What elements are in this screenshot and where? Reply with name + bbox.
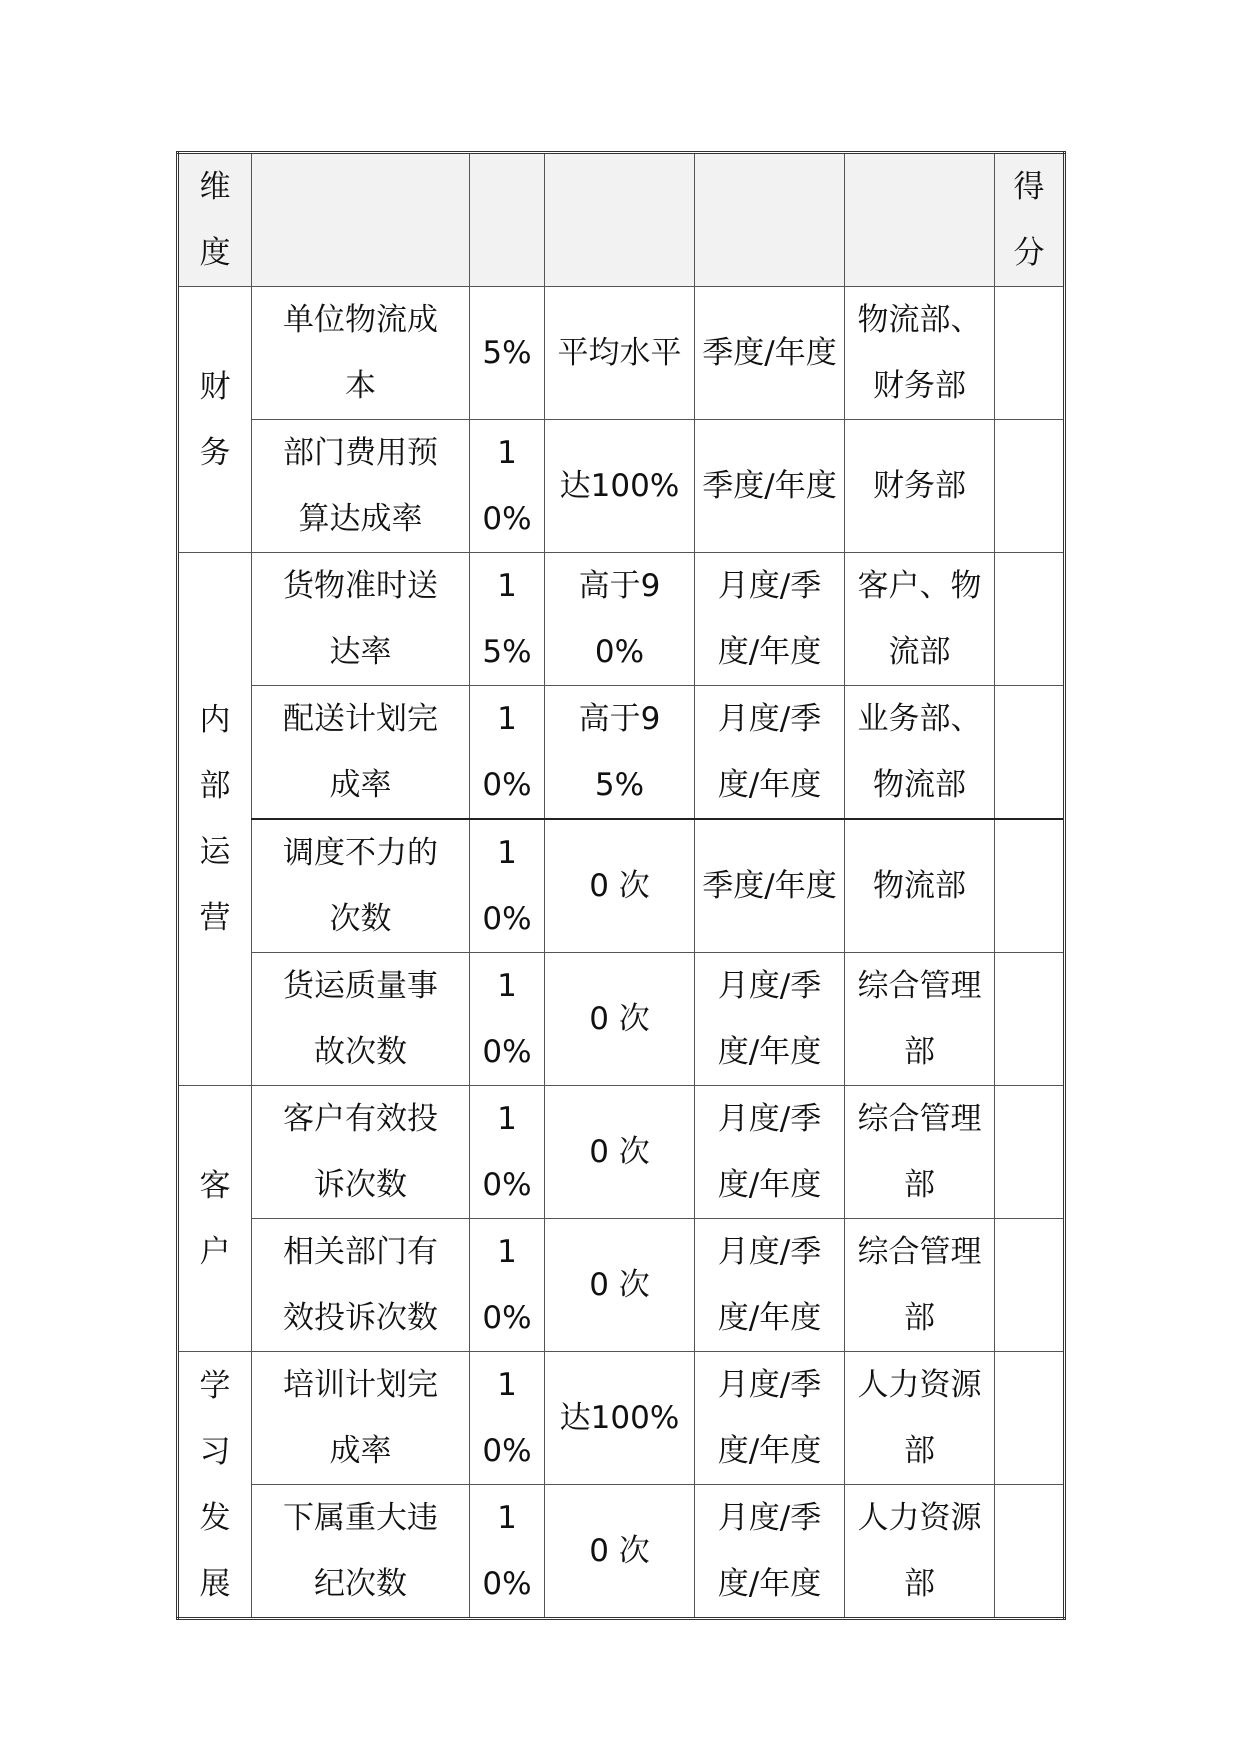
department-cell — [845, 953, 995, 1086]
department-cell — [845, 1352, 995, 1485]
period-cell-text: 月度/季度/年度 — [717, 968, 822, 1070]
table-row — [178, 1352, 1065, 1485]
period-cell — [695, 553, 845, 686]
metric-cell — [252, 553, 470, 686]
score-cell — [995, 1352, 1065, 1485]
period-cell — [695, 686, 845, 820]
target-cell-text: 平均水平 — [557, 335, 682, 371]
dimension-cell — [178, 1086, 252, 1352]
target-cell — [545, 819, 695, 953]
header-period — [695, 153, 845, 287]
table-row — [178, 686, 1065, 820]
score-cell — [995, 553, 1065, 686]
target-cell — [545, 420, 695, 553]
metric-cell-text: 相关部门有效投诉次数 — [283, 1234, 438, 1336]
metric-cell-text: 部门费用预算达成率 — [283, 435, 438, 537]
dimension-cell-text: 客户 — [199, 1167, 231, 1270]
weight-cell-text: 10% — [482, 1367, 532, 1469]
header-score-label: 得分 — [1013, 169, 1045, 271]
target-cell — [545, 686, 695, 820]
period-cell — [695, 1086, 845, 1219]
target-cell-text: 高于95% — [578, 701, 661, 803]
metric-cell-text: 调度不力的次数 — [283, 835, 438, 937]
header-dimension — [178, 153, 252, 287]
period-cell-text: 月度/季度/年度 — [717, 1101, 822, 1203]
score-cell — [995, 953, 1065, 1086]
weight-cell-text: 10% — [482, 968, 532, 1070]
weight-cell-text: 10% — [482, 701, 532, 803]
dimension-cell-text: 学习发展 — [199, 1367, 231, 1602]
dimension-cell — [178, 1352, 252, 1619]
header-department — [845, 153, 995, 287]
target-cell — [545, 1086, 695, 1219]
target-cell — [545, 1219, 695, 1352]
metric-cell-text: 货物准时送达率 — [283, 568, 438, 670]
dimension-cell — [178, 287, 252, 553]
metric-cell-text: 下属重大违纪次数 — [283, 1500, 438, 1602]
target-cell — [545, 553, 695, 686]
department-cell — [845, 819, 995, 953]
department-cell-text: 综合管理部 — [857, 1101, 982, 1203]
dimension-cell-text: 财务 — [199, 368, 231, 471]
weight-cell — [470, 819, 545, 953]
metric-cell — [252, 686, 470, 820]
header-target — [545, 153, 695, 287]
metric-cell-text: 培训计划完成率 — [283, 1367, 438, 1469]
weight-cell-text: 10% — [482, 435, 532, 537]
weight-cell-text: 10% — [482, 1500, 532, 1602]
target-cell-text: 高于90% — [578, 568, 661, 670]
metric-cell-text: 单位物流成本 — [283, 302, 438, 404]
weight-cell-text: 10% — [482, 1101, 532, 1203]
period-cell — [695, 1352, 845, 1485]
period-cell — [695, 420, 845, 553]
target-cell-text: 0 次 — [589, 868, 650, 904]
dimension-cell — [178, 553, 252, 1086]
table-row — [178, 287, 1065, 420]
weight-cell — [470, 1485, 545, 1619]
target-cell-text: 0 次 — [589, 1134, 650, 1170]
score-cell — [995, 287, 1065, 420]
department-cell — [845, 686, 995, 820]
score-cell — [995, 819, 1065, 953]
metric-cell — [252, 953, 470, 1086]
kpi-table — [176, 151, 1066, 1620]
score-cell — [995, 1219, 1065, 1352]
period-cell-text: 月度/季度/年度 — [717, 1367, 822, 1469]
weight-cell — [470, 287, 545, 420]
period-cell-text: 季度/年度 — [702, 868, 837, 904]
target-cell — [545, 1485, 695, 1619]
metric-cell — [252, 1086, 470, 1219]
table-row — [178, 1219, 1065, 1352]
metric-cell-text: 配送计划完成率 — [283, 701, 438, 803]
department-cell-text: 综合管理部 — [857, 968, 982, 1070]
period-cell — [695, 287, 845, 420]
weight-cell-text: 10% — [482, 835, 532, 937]
header-score — [995, 153, 1065, 287]
metric-cell — [252, 420, 470, 553]
header-dimension-label: 维度 — [199, 169, 231, 271]
score-cell — [995, 420, 1065, 553]
department-cell-text: 财务部 — [873, 468, 966, 504]
weight-cell-text: 5% — [482, 335, 532, 371]
target-cell — [545, 287, 695, 420]
dimension-cell-text: 内部运营 — [199, 702, 231, 936]
score-cell — [995, 1485, 1065, 1619]
metric-cell-text: 客户有效投诉次数 — [283, 1101, 438, 1203]
target-cell — [545, 1352, 695, 1485]
department-cell-text: 人力资源部 — [857, 1500, 982, 1602]
target-cell-text: 0 次 — [589, 1001, 650, 1037]
period-cell-text: 季度/年度 — [702, 335, 837, 371]
metric-cell-text: 货运质量事故次数 — [283, 968, 438, 1070]
department-cell — [845, 553, 995, 686]
period-cell — [695, 1219, 845, 1352]
target-cell-text: 达100% — [559, 1400, 680, 1436]
metric-cell — [252, 1485, 470, 1619]
table-row — [178, 553, 1065, 686]
department-cell — [845, 1086, 995, 1219]
weight-cell-text: 10% — [482, 1234, 532, 1336]
department-cell — [845, 287, 995, 420]
department-cell — [845, 1219, 995, 1352]
header-row — [178, 153, 1065, 287]
metric-cell — [252, 1352, 470, 1485]
table-row — [178, 420, 1065, 553]
weight-cell — [470, 1219, 545, 1352]
weight-cell — [470, 553, 545, 686]
target-cell-text: 0 次 — [589, 1267, 650, 1303]
period-cell-text: 月度/季度/年度 — [717, 701, 822, 803]
table-row — [178, 953, 1065, 1086]
header-metric — [252, 153, 470, 287]
period-cell-text: 月度/季度/年度 — [717, 568, 822, 670]
department-cell-text: 业务部、物流部 — [857, 701, 982, 803]
metric-cell — [252, 287, 470, 420]
department-cell-text: 物流部 — [873, 868, 966, 904]
period-cell — [695, 953, 845, 1086]
department-cell — [845, 1485, 995, 1619]
metric-cell — [252, 819, 470, 953]
department-cell-text: 人力资源部 — [857, 1367, 982, 1469]
period-cell — [695, 819, 845, 953]
weight-cell — [470, 953, 545, 1086]
period-cell-text: 季度/年度 — [702, 468, 837, 504]
header-weight — [470, 153, 545, 287]
department-cell-text: 物流部、财务部 — [857, 302, 982, 404]
weight-cell — [470, 1086, 545, 1219]
target-cell-text: 0 次 — [589, 1533, 650, 1569]
department-cell-text: 综合管理部 — [857, 1234, 982, 1336]
target-cell-text: 达100% — [559, 468, 680, 504]
table-row — [178, 1485, 1065, 1619]
department-cell — [845, 420, 995, 553]
score-cell — [995, 1086, 1065, 1219]
weight-cell — [470, 686, 545, 820]
period-cell-text: 月度/季度/年度 — [717, 1500, 822, 1602]
weight-cell-text: 15% — [482, 568, 532, 670]
target-cell — [545, 953, 695, 1086]
period-cell-text: 月度/季度/年度 — [717, 1234, 822, 1336]
weight-cell — [470, 420, 545, 553]
period-cell — [695, 1485, 845, 1619]
score-cell — [995, 686, 1065, 820]
metric-cell — [252, 1219, 470, 1352]
table-row — [178, 1086, 1065, 1219]
department-cell-text: 客户、物流部 — [857, 568, 982, 670]
weight-cell — [470, 1352, 545, 1485]
table-row — [178, 819, 1065, 953]
kpi-table-body — [178, 153, 1065, 1619]
